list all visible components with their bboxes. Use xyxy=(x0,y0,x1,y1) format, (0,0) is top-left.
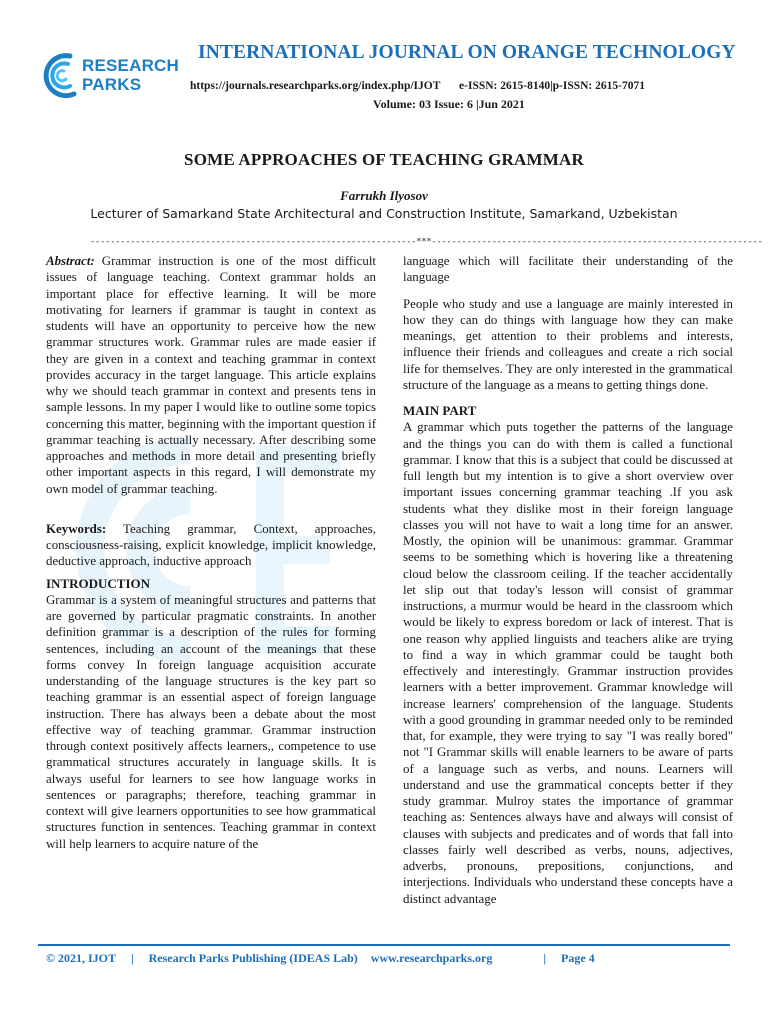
introduction-heading: INTRODUCTION xyxy=(46,575,151,591)
footer-rule xyxy=(38,944,730,946)
journal-title: INTERNATIONAL JOURNAL ON ORANGE TECHNOLOGY xyxy=(198,42,736,63)
footer-divider-2: | xyxy=(543,951,546,965)
research-parks-logo xyxy=(40,50,180,104)
footer-publisher: Research Parks Publishing (IDEAS Lab) xyxy=(148,951,358,965)
section-separator: -----------------------------------------------------------------***------------------------------------------------------------------ xyxy=(90,237,763,247)
journal-url[interactable]: https://journals.researchparks.org/index.php/IJOT xyxy=(190,80,441,92)
footer-copyright: © 2021, IJOT xyxy=(46,951,116,965)
keywords xyxy=(46,521,376,570)
continuation-text: language which will facilitate their understanding of the language xyxy=(403,254,733,285)
main-part-text: A grammar which puts together the patterns of the language and the things you can do with them is called a functional grammar. I know that this is a subject that could be discussed at full length but my intention is to give a short overview over important issues concerning grammar teaching .If you ask students what they dislike most in their foreign language classes you will not have to wait a long time for an answer. Mostly, the opinion will be unanimous: grammar. Grammar seems to be something which is hovering like a threatening cloud below the classroom ceiling. If the teacher accidentally let slip out that today's lesson will consist of grammar instructions, a murmur would be heard in the classroom which would be likely to express boredom or lack of interest. That is one reason why applied linguists and teachers alike are trying to find a way in which grammar could be taught both effectively and interestingly. Grammar instruction provides learners with a better improvement. Grammar knowledge will increase learners' comprehension of the language. Students with a good grounding in grammar needed only to be reminded that, for example, they were trying to say "I was really bored" not "I Grammar skills will enable learners to be aware of parts of a language such as verbs, and nouns. Learners will understand and use the grammatical concepts better if they study grammar. Mulroy states the importance of grammar teaching as: Sentences always have and always will consist of clauses with subjects and predicates and of words that fall into classes fairly well described as verbs, nouns, adjectives, adverbs, pronouns, prepositions, conjunctions, and interjections. Individuals who understand these concepts have a distinct advantage xyxy=(403,420,733,906)
paper-title: SOME APPROACHES OF TEACHING GRAMMAR xyxy=(184,150,584,169)
journal-meta xyxy=(190,80,730,92)
introduction-text: Grammar is a system of meaningful structures and patterns that are governed by particular pragmatic constraints. In another definition grammar is a description of the rules for forming sentences, including an account of the meanings that these forms convey In foreign language acquisition accurate understanding of the language structures is the key part so teaching grammar is an essential aspect of foreign language instruction. There has always been a debate about the most effective way of teaching grammar. Grammar instruction through context positively affects learners,, competence to use grammatical structures accurately in language skills. It is always useful for learners to see how language works in sentences or paragraphs; therefore, teaching grammar in context will give learners opportunities to see how grammatical structures function in sentences. Teaching grammar in context will help learners to acquire nature of the xyxy=(46,592,376,851)
right-column xyxy=(403,253,733,907)
main-part-heading: MAIN PART xyxy=(403,403,477,418)
paragraph-people-study: People who study and use a language are mainly interested in how they can do things with language how they can make meanings, get attention to their problems and interests, influence their friends and colleagues and create a rich social life for themselves. They are only interested in the grammatical structure of the language as a means to getting things done. xyxy=(403,296,733,392)
footer-page-number: Page 4 xyxy=(561,951,595,965)
footer-divider-1: | xyxy=(130,951,134,965)
abstract-label: Abstract: xyxy=(46,254,95,268)
left-column xyxy=(46,253,376,852)
paper-author: Farrukh Ilyosov xyxy=(340,188,428,203)
logo-swirl-icon xyxy=(40,50,84,104)
journal-issn: e-ISSN: 2615-8140|p-ISSN: 2615-7071 xyxy=(459,80,645,92)
paper-affiliation: Lecturer of Samarkand State Architectural and Construction Institute, Samarkand, Uzbekistan xyxy=(90,206,678,221)
logo-text xyxy=(82,56,179,94)
keywords-text: Teaching grammar, Context, approaches, consciousness-raising, explicit knowledge, implicit knowledge, deductive approach, inductive approach xyxy=(46,521,376,569)
footer-website[interactable]: www.researchparks.org xyxy=(370,951,493,965)
logo-line2: PARKS xyxy=(82,75,142,94)
abstract xyxy=(46,253,376,497)
keywords-label: Keywords: xyxy=(46,521,107,536)
logo-line1: RESEARCH xyxy=(82,56,180,75)
abstract-text: Grammar instruction is one of the most difficult issues of language teaching. Context grammar holds an important place for effective learning. It will be more motivating for learners if grammar is taught in context as students will have an opportunity to perceive how the new grammar structures work. Grammar rules are made easier if they are given in a context and teaching grammar in context provides accuracy in the target language. This article explains why we should teach grammar in context and presents tens in sample lessons. In my paper I would like to outline some topics concerning this matter, beginning with the important question if grammar teaching is actually necessary. After describing some approaches and methods in more detail and presenting briefly other important aspects in this regard, I will demonstrate my own model of grammar teaching. xyxy=(46,254,376,496)
journal-volume: Volume: 03 Issue: 6 |Jun 2021 xyxy=(373,97,525,111)
page-footer xyxy=(46,951,746,966)
